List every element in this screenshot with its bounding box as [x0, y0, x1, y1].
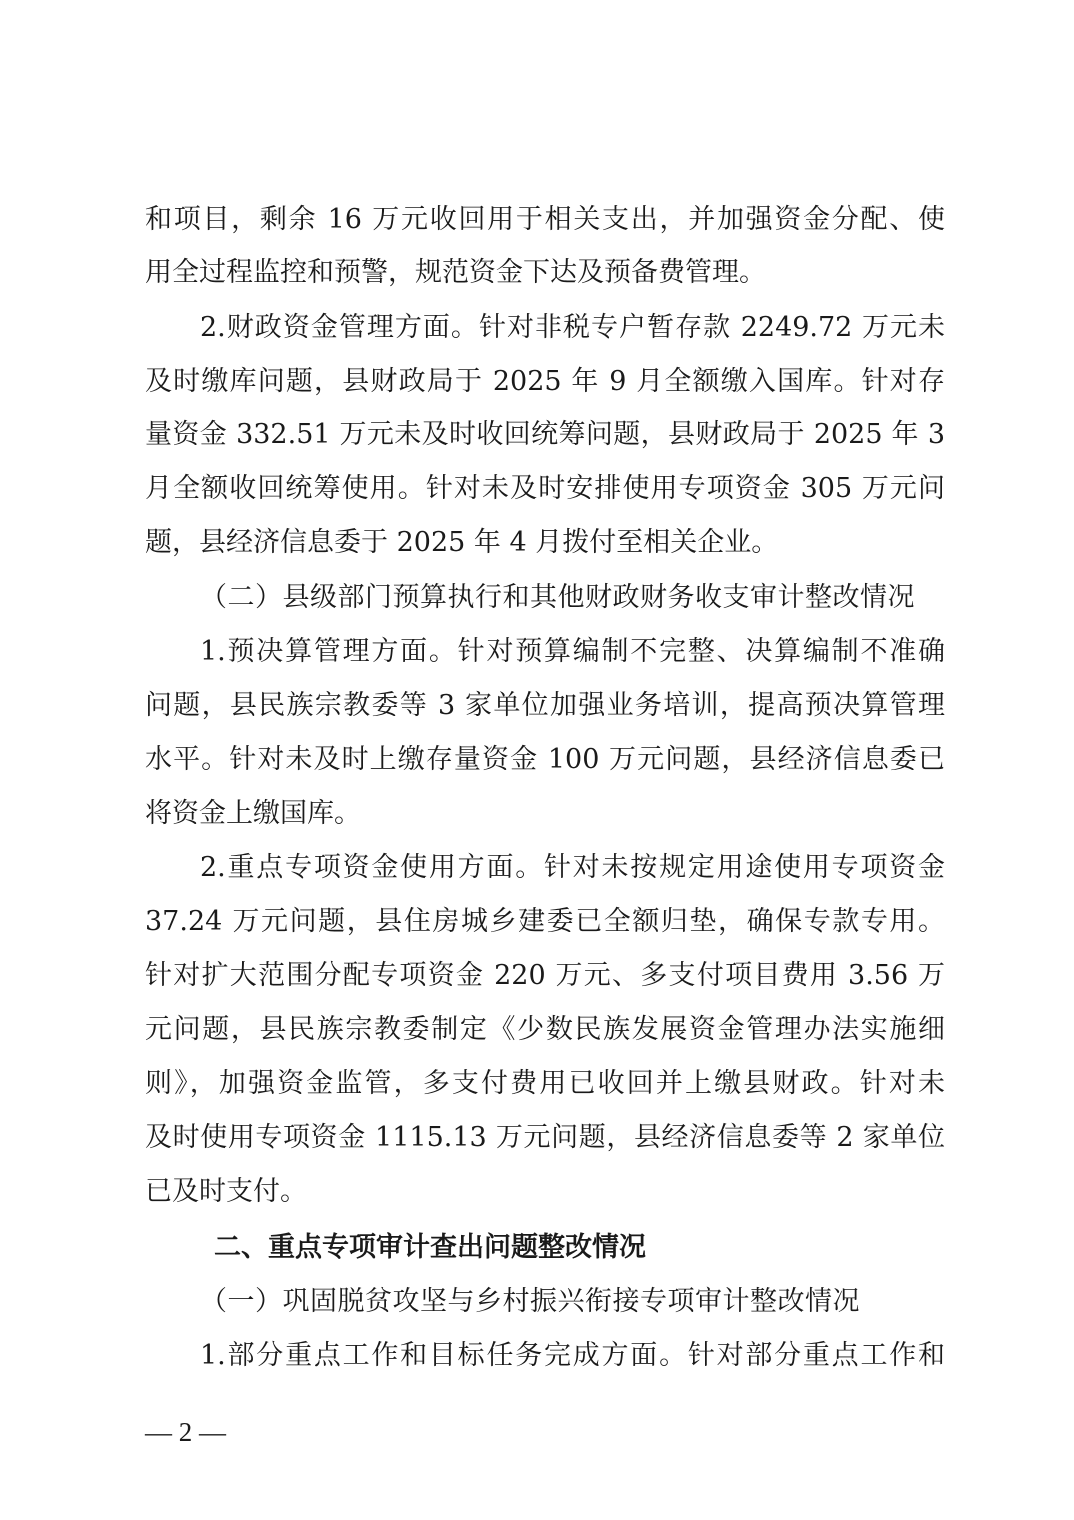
- paragraph-line: 和项目，剩余 16 万元收回用于相关支出，并加强资金分配、使: [145, 204, 945, 235]
- paragraph-line: 量资金 332.51 万元未及时收回统筹问题，县财政局于 2025 年 3: [145, 419, 945, 450]
- paragraph-line: 针对扩大范围分配专项资金 220 万元、多支付项目费用 3.56 万: [145, 960, 945, 991]
- paragraph-line: 及时缴库问题，县财政局于 2025 年 9 月全额缴入国库。针对存: [145, 366, 945, 397]
- page-number: — 2 —: [145, 1417, 226, 1447]
- paragraph-line: 已及时支付。: [145, 1176, 307, 1207]
- paragraph-line: 则》，加强资金监管，多支付费用已收回并上缴县财政。针对未: [145, 1068, 945, 1099]
- section-subheading: （二）县级部门预算执行和其他财政财务收支审计整改情况: [200, 582, 915, 613]
- paragraph-line: 用全过程监控和预警，规范资金下达及预备费管理。: [145, 257, 766, 288]
- paragraph-line: 2.财政资金管理方面。针对非税专户暂存款 2249.72 万元未: [200, 312, 945, 343]
- paragraph-line: 2.重点专项资金使用方面。针对未按规定用途使用专项资金: [200, 852, 945, 883]
- paragraph-line: 1.预决算管理方面。针对预算编制不完整、决算编制不准确: [200, 636, 945, 667]
- paragraph-line: 将资金上缴国库。: [145, 798, 361, 829]
- paragraph-line: 月全额收回统筹使用。针对未及时安排使用专项资金 305 万元问: [145, 473, 945, 504]
- paragraph-line: 37.24 万元问题，县住房城乡建委已全额归垫，确保专款专用。: [145, 906, 945, 937]
- section-subheading: （一）巩固脱贫攻坚与乡村振兴衔接专项审计整改情况: [200, 1286, 860, 1317]
- paragraph-line: 1.部分重点工作和目标任务完成方面。针对部分重点工作和: [200, 1340, 945, 1371]
- paragraph-line: 问题，县民族宗教委等 3 家单位加强业务培训，提高预决算管理: [145, 690, 945, 721]
- paragraph-line: 元问题，县民族宗教委制定《少数民族发展资金管理办法实施细: [145, 1014, 945, 1045]
- section-heading: 二、重点专项审计查出问题整改情况: [214, 1232, 646, 1263]
- paragraph-line: 题，县经济信息委于 2025 年 4 月拨付至相关企业。: [145, 527, 779, 558]
- paragraph-line: 水平。针对未及时上缴存量资金 100 万元问题，县经济信息委已: [145, 744, 945, 775]
- paragraph-line: 及时使用专项资金 1115.13 万元问题，县经济信息委等 2 家单位: [145, 1122, 945, 1153]
